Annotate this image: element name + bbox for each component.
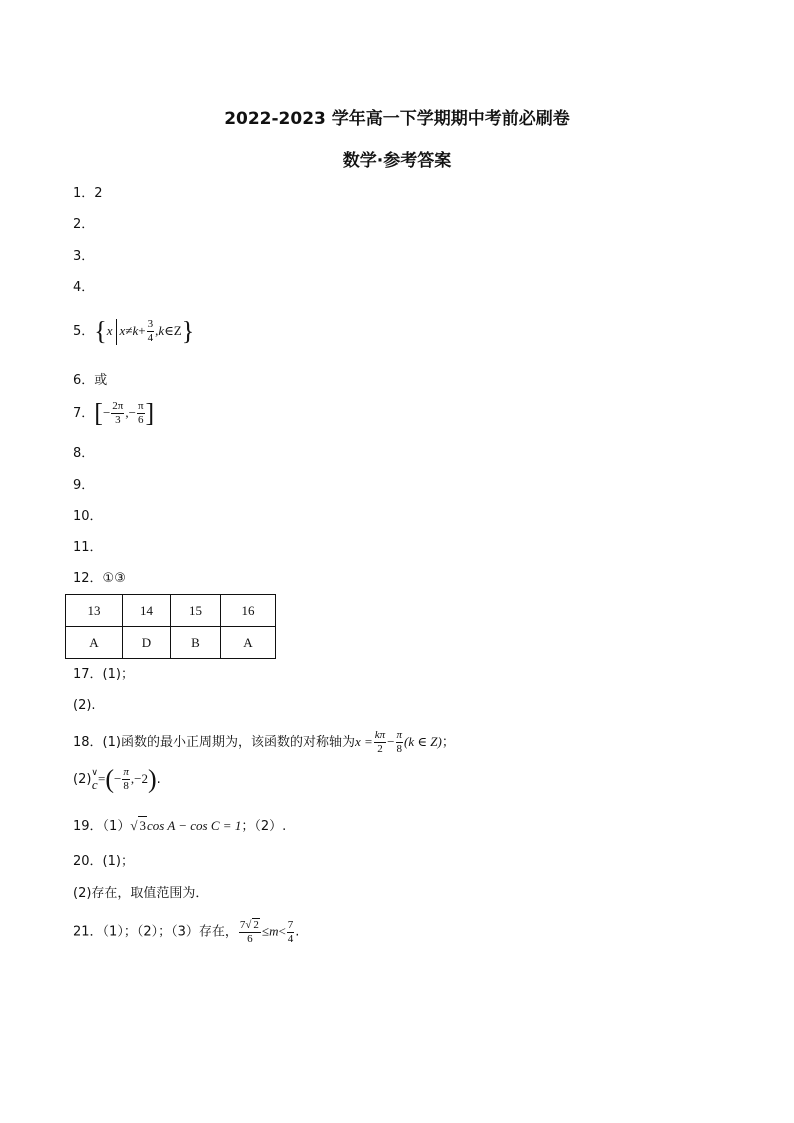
sqrt-radicand: 3 — [139, 818, 146, 833]
minus-sign: − — [387, 734, 395, 749]
minus-sign: − — [102, 405, 111, 420]
answer-7 — [73, 400, 154, 427]
choice-answer-table — [65, 594, 276, 659]
fraction — [396, 729, 404, 756]
answer-text: 2 — [94, 186, 103, 201]
answer-part2: (2)存在，取值范围为． — [73, 886, 209, 901]
fraction-den: 6 — [247, 933, 253, 945]
question-number: 6． — [73, 373, 95, 388]
answer-18 — [73, 729, 455, 756]
fraction — [137, 400, 145, 427]
equals-sign: = — [98, 771, 106, 786]
fraction-num: 7√ 2 — [239, 919, 259, 931]
question-number: 12． — [73, 571, 103, 586]
question-number: 1． — [73, 186, 95, 201]
answer-21 — [73, 918, 299, 946]
answer-part2: (2). — [73, 698, 96, 713]
fraction — [374, 729, 386, 756]
neq-sign: ≠ — [125, 323, 133, 338]
answer-11 — [73, 539, 103, 557]
answer-4 — [73, 279, 94, 297]
page-subtitle: 数学·参考答案 — [342, 151, 452, 171]
fraction-num: π — [396, 729, 403, 741]
question-number: 17． — [73, 667, 103, 682]
plus-sign: + — [138, 323, 146, 338]
var-k2: k — [158, 323, 165, 338]
question-number: 5． — [73, 324, 95, 339]
fraction — [287, 919, 295, 946]
fraction-num: 2π — [112, 400, 124, 412]
vector-letter: c — [91, 776, 98, 792]
answer-18-part2 — [73, 766, 161, 793]
answer-6 — [73, 372, 107, 390]
lt-sign: < — [278, 923, 286, 939]
right-brace: } — [181, 316, 195, 346]
fraction-num: kπ — [374, 729, 386, 741]
answer-10 — [73, 508, 103, 526]
semicolon: ； — [441, 735, 455, 750]
answer-text: ①③ — [102, 571, 126, 586]
question-number: 21． — [73, 924, 103, 940]
table-header-cell: 16 — [221, 595, 276, 627]
table-header-cell: 14 — [123, 595, 171, 627]
minus-sign: − — [128, 405, 136, 420]
eq-lhs: x = — [354, 734, 373, 749]
answer-17 — [73, 666, 134, 684]
fraction-num: π — [123, 766, 129, 778]
answer-part1: (1)； — [102, 854, 134, 869]
part-label: (2) — [73, 772, 92, 787]
minus-sign: − — [114, 771, 122, 786]
fraction — [147, 318, 155, 345]
answer-3 — [73, 248, 94, 266]
fraction-num: π — [137, 400, 144, 412]
fraction-den: 8 — [396, 743, 403, 755]
answer-12 — [73, 570, 126, 588]
fraction-coef: 7 — [239, 919, 246, 931]
page-title: 2022-2023 学年高一下学期期中考前必刷卷 — [224, 109, 570, 129]
question-number: 8． — [73, 446, 95, 461]
var-x: x — [119, 323, 126, 338]
period: . — [156, 772, 161, 787]
answer-20-part2 — [73, 885, 208, 903]
le-sign: ≤ — [261, 923, 270, 939]
var-k: k — [132, 323, 139, 338]
table-row — [66, 627, 276, 659]
set-z: Z — [173, 323, 182, 338]
comma: , — [125, 405, 129, 420]
fraction-den: 4 — [147, 332, 154, 344]
question-number: 9． — [73, 478, 95, 493]
question-number: 3． — [73, 249, 95, 264]
table-header-cell: 13 — [66, 595, 123, 627]
answer-text: 或 — [94, 373, 108, 388]
in-sign: ∈ — [164, 323, 174, 338]
answer-17-part2 — [73, 697, 96, 715]
left-bracket: [ — [94, 398, 103, 428]
fraction-den: 3 — [115, 414, 121, 426]
var-m: m — [269, 923, 279, 939]
set-bar — [116, 319, 117, 345]
table-cell: B — [171, 627, 221, 659]
answer-19 — [73, 816, 286, 836]
question-number: 2． — [73, 217, 95, 232]
fraction — [122, 766, 130, 793]
answer-part1: (1)； — [102, 667, 134, 682]
left-brace: { — [94, 316, 107, 346]
question-number: 10． — [73, 509, 103, 524]
fraction-den: 2 — [377, 743, 383, 755]
coordinate-rest: ,−2 — [130, 771, 148, 786]
answer-text: （1）；（2）；（3）存在， — [102, 924, 238, 940]
right-bracket: ] — [145, 398, 155, 428]
fraction — [239, 918, 261, 946]
answer-mid: ；（2） — [241, 819, 283, 834]
answer-1 — [73, 185, 103, 203]
sqrt-sign: √ — [130, 818, 138, 833]
table-header-cell: 15 — [171, 595, 221, 627]
left-paren: ( — [105, 764, 115, 794]
question-number: 20． — [73, 854, 103, 869]
answer-2 — [73, 216, 94, 234]
right-paren: ) — [147, 764, 157, 794]
fraction-den: 6 — [137, 414, 144, 426]
fraction-den: 8 — [123, 780, 129, 792]
question-number: 7． — [73, 406, 95, 421]
table-cell: D — [123, 627, 171, 659]
sqrt-radicand: 2 — [253, 919, 259, 931]
answer-part1: (1)函数的最小正周期为，该函数的对称轴为 — [102, 735, 355, 750]
formula: cos A − cos C = 1 — [146, 818, 242, 833]
answer-5 — [73, 318, 194, 345]
k-range: (k ∈ Z) — [404, 734, 442, 749]
comma: , — [155, 323, 159, 338]
period: . — [282, 819, 287, 834]
question-number: 4． — [73, 280, 95, 295]
answer-8 — [73, 445, 94, 463]
fraction-den: 4 — [287, 932, 294, 945]
table-cell: A — [221, 627, 276, 659]
question-number: 11． — [73, 540, 103, 555]
table-cell: A — [66, 627, 123, 659]
answer-9 — [73, 477, 94, 495]
set-var: x — [106, 323, 113, 338]
part-label: （1） — [102, 819, 131, 834]
question-number: 18． — [73, 735, 103, 750]
fraction — [111, 400, 124, 427]
fraction-num: 3 — [147, 318, 154, 330]
period: . — [295, 924, 300, 940]
answer-20 — [73, 853, 134, 871]
table-row — [66, 595, 276, 627]
question-number: 19． — [73, 819, 103, 834]
fraction-num: 7 — [287, 918, 294, 931]
vector-mark: ∨ — [91, 767, 99, 778]
